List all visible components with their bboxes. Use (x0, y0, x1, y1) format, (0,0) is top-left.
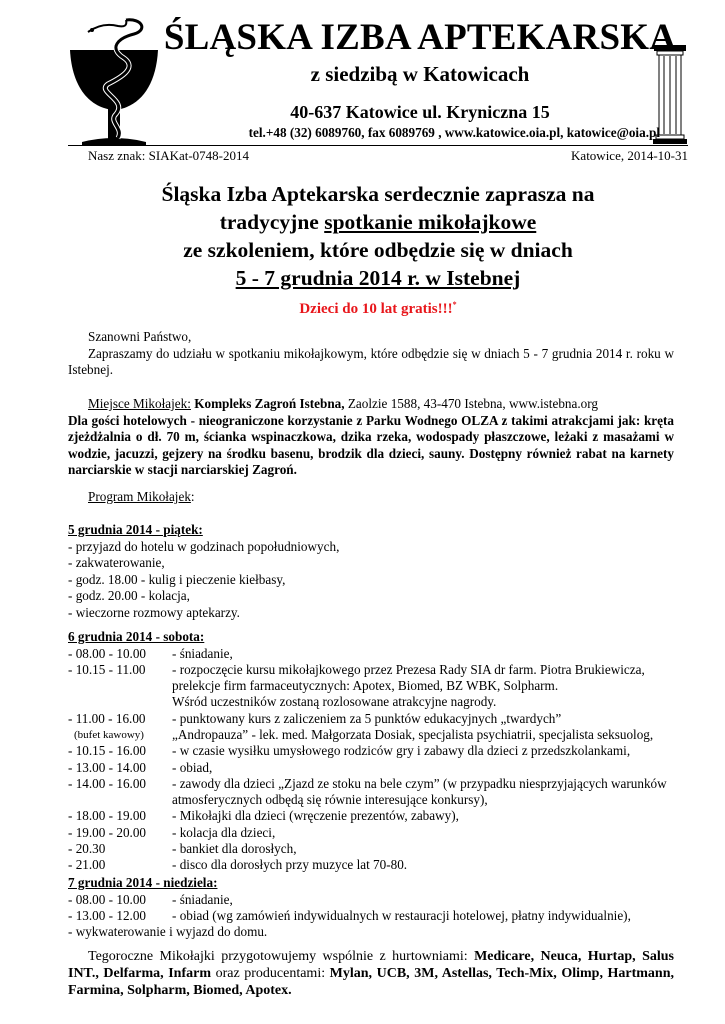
program-label-wrap (68, 489, 195, 504)
schedule-description: - kolacja dla dzieci, (172, 824, 276, 840)
program-label-line (68, 489, 674, 506)
schedule-row (68, 857, 674, 873)
day1-section (68, 522, 674, 621)
schedule-row (68, 694, 674, 710)
schedule-time: - 13.00 - 12.00 (68, 907, 147, 923)
schedule-row (68, 662, 674, 678)
heading-event-name: spotkanie mikołajkowe (324, 210, 537, 234)
venue-description: Dla gości hotelowych - nieograniczone korzystanie z Parku Wodnego OLZA z takimi atrakcjami jak: kręta zjeżdżalnia o dł. 70 m, ścianka wspinaczkowa, dzika rzeka, wodospady płaszczowe, leżaki z masażami w wodzie, jacuzzi, gejzery na środku basenu, brodzik dla dzieci, sauny. Dostępny również rabat na karnety narciarskie w stacji narciarskiej Zagroń. (68, 412, 674, 477)
program-label-colon: : (190, 489, 195, 504)
schedule-row (68, 792, 674, 808)
hygieia-bowl-logo-icon (68, 18, 160, 153)
schedule-row (68, 908, 674, 924)
day3-list (68, 892, 674, 925)
schedule-row (68, 892, 674, 908)
schedule-description: - obiad (wg zamówień indywidualnych w restauracji hotelowej, płatny indywidualnie), (172, 907, 631, 923)
schedule-time: - 19.00 - 20.00 (68, 824, 147, 840)
schedule-description: prelekcje firm farmaceutycznych: Apotex, Biomed, BZ WBK, Solpharm. (172, 678, 559, 694)
day1-item: - zakwaterowanie, (68, 555, 165, 570)
schedule-description: - rozpoczęcie kursu mikołajkowego przez Prezesa Rady SIA dr farm. Piotra Brukiewicza, (172, 661, 645, 677)
schedule-time: - 18.00 - 19.00 (68, 808, 147, 824)
day1-item: - godz. 18.00 - kulig i pieczenie kiełbasy, (68, 571, 286, 587)
schedule-description: - punktowany kurs z zaliczeniem za 5 punktów edukacyjnych „twardych” (172, 710, 562, 726)
schedule-row (68, 808, 674, 824)
invite-paragraph: Zapraszamy do udziału w spotkaniu mikołajkowym, które odbędzie się w dniach 5 - 7 grudnia 2014 r. roku w Istebnej. (68, 345, 674, 377)
day1-item: - przyjazd do hotelu w godzinach popołudniowych, (68, 538, 340, 554)
schedule-time: - 08.00 - 10.00 (68, 891, 147, 907)
schedule-row (68, 727, 674, 743)
venue-address: Zaolzie 1588, 43-470 Istebna, www.istebna.org (344, 396, 598, 411)
schedule-description: Wśród uczestników zostaną rozlosowane atrakcyjne nagrody. (172, 694, 497, 710)
schedule-description: - śniadanie, (172, 645, 233, 661)
venue-line (68, 396, 674, 413)
schedule-time: - 11.00 - 16.00 (68, 710, 146, 726)
closing-text-1: Tegoroczne Mikołajki przygotowujemy wspólnie z hurtowniami: (88, 949, 475, 964)
day3-title: 7 grudnia 2014 - niedziela: (68, 875, 218, 890)
day1-item: - wieczorne rozmowy aptekarzy. (68, 604, 240, 620)
intro-section (68, 329, 674, 379)
venue-label: Miejsce Mikołajek: (88, 396, 191, 411)
schedule-time: - 20.30 (68, 841, 106, 857)
day3-section (68, 875, 674, 941)
schedule-row (68, 743, 674, 759)
schedule-description: „Andropauza” - lek. med. Małgorzata Dosiak, specjalista psychiatrii, specjalista seksuolog, (172, 726, 654, 742)
schedule-description: - śniadanie, (172, 891, 233, 907)
schedule-time: (bufet kawowy) (74, 728, 144, 741)
greeting: Szanowni Państwo, (88, 329, 192, 344)
organization-subtitle: z siedzibą w Katowicach (310, 62, 530, 86)
kids-free-mark: * (452, 300, 457, 309)
day1-item: - godz. 20.00 - kolacja, (68, 588, 190, 603)
kids-free-text: Dzieci do 10 lat gratis!!! (299, 301, 453, 317)
header-divider (68, 145, 688, 146)
kids-free-notice (68, 300, 688, 318)
schedule-description: - w czasie wysiłku umysłowego rodziców gry i zabawy dla dzieci z przedszkolankami, (172, 743, 631, 759)
day2-list (68, 646, 674, 874)
heading-line-3: ze szkoleniem, które odbędzie się w dniach (183, 238, 573, 262)
closing-wholesalers: Medicare, Neuca, Hurtap, Salus INT., Delfarma, Infarm (68, 949, 674, 981)
schedule-description: - zawody dla dzieci „Zjazd ze stoku na bele czym” (w przypadku niesprzyjających warunków (172, 775, 667, 791)
heading-line-2-text: tradycyjne (219, 210, 325, 234)
schedule-time: - 21.00 (68, 857, 106, 873)
schedule-row (68, 760, 674, 776)
schedule-time: - 10.15 - 11.00 (68, 661, 146, 677)
venue-section (68, 396, 674, 479)
closing-producers: Mylan, UCB, 3M, Astellas, Tech-Mix, Olimp, Hartmann, Farmina, Solpharm, Biomed, Apotex. (68, 966, 675, 998)
schedule-description: - bankiet dla dorosłych, (172, 841, 297, 857)
day1-title: 5 grudnia 2014 - piątek: (68, 522, 203, 537)
program-label: Program Mikołajek (88, 489, 191, 504)
day2-title: 6 grudnia 2014 - sobota: (68, 629, 205, 644)
day1-list (68, 539, 674, 622)
schedule-row (68, 678, 674, 694)
organization-contact: tel.+48 (32) 6089760, fax 6089769 , www.katowice.oia.pl, katowice@oia.pl (248, 125, 660, 140)
schedule-time: - 08.00 - 10.00 (68, 645, 147, 661)
reference-number: Nasz znak: SIAKat-0748-2014 (88, 148, 250, 163)
schedule-row (68, 841, 674, 857)
schedule-row (68, 711, 674, 727)
schedule-description: - Mikołajki dla dzieci (wręczenie prezentów, zabawy), (172, 808, 459, 824)
schedule-time: - 14.00 - 16.00 (68, 775, 147, 791)
schedule-row (68, 646, 674, 662)
schedule-time: - 10.15 - 16.00 (68, 743, 147, 759)
venue-name: Kompleks Zagroń Istebna, (194, 396, 345, 411)
organization-title: ŚLĄSKA IZBA APTEKARSKA (163, 17, 677, 58)
schedule-row (68, 825, 674, 841)
schedule-row (68, 776, 674, 792)
day3-last-item: - wykwaterowanie i wyjazd do domu. (68, 924, 268, 940)
heading-line-1: Śląska Izba Aptekarska serdecznie zaprasza na (161, 182, 595, 206)
schedule-description: - disco dla dorosłych przy muzyce lat 70-80. (172, 857, 408, 873)
schedule-description: atmosferycznych odbędą się równie interesujące konkursy), (172, 792, 488, 808)
day2-section (68, 629, 674, 874)
invitation-heading (68, 180, 688, 292)
heading-line-2 (68, 208, 688, 236)
schedule-time: - 13.00 - 14.00 (68, 759, 147, 775)
closing-text-2: oraz producentami: (211, 966, 330, 981)
organization-address: 40-637 Katowice ul. Kryniczna 15 (290, 102, 550, 122)
closing-paragraph (68, 948, 674, 999)
document-date: Katowice, 2014-10-31 (571, 148, 688, 163)
schedule-description: - obiad, (172, 759, 213, 775)
heading-dates: 5 - 7 grudnia 2014 r. w Istebnej (235, 266, 521, 290)
